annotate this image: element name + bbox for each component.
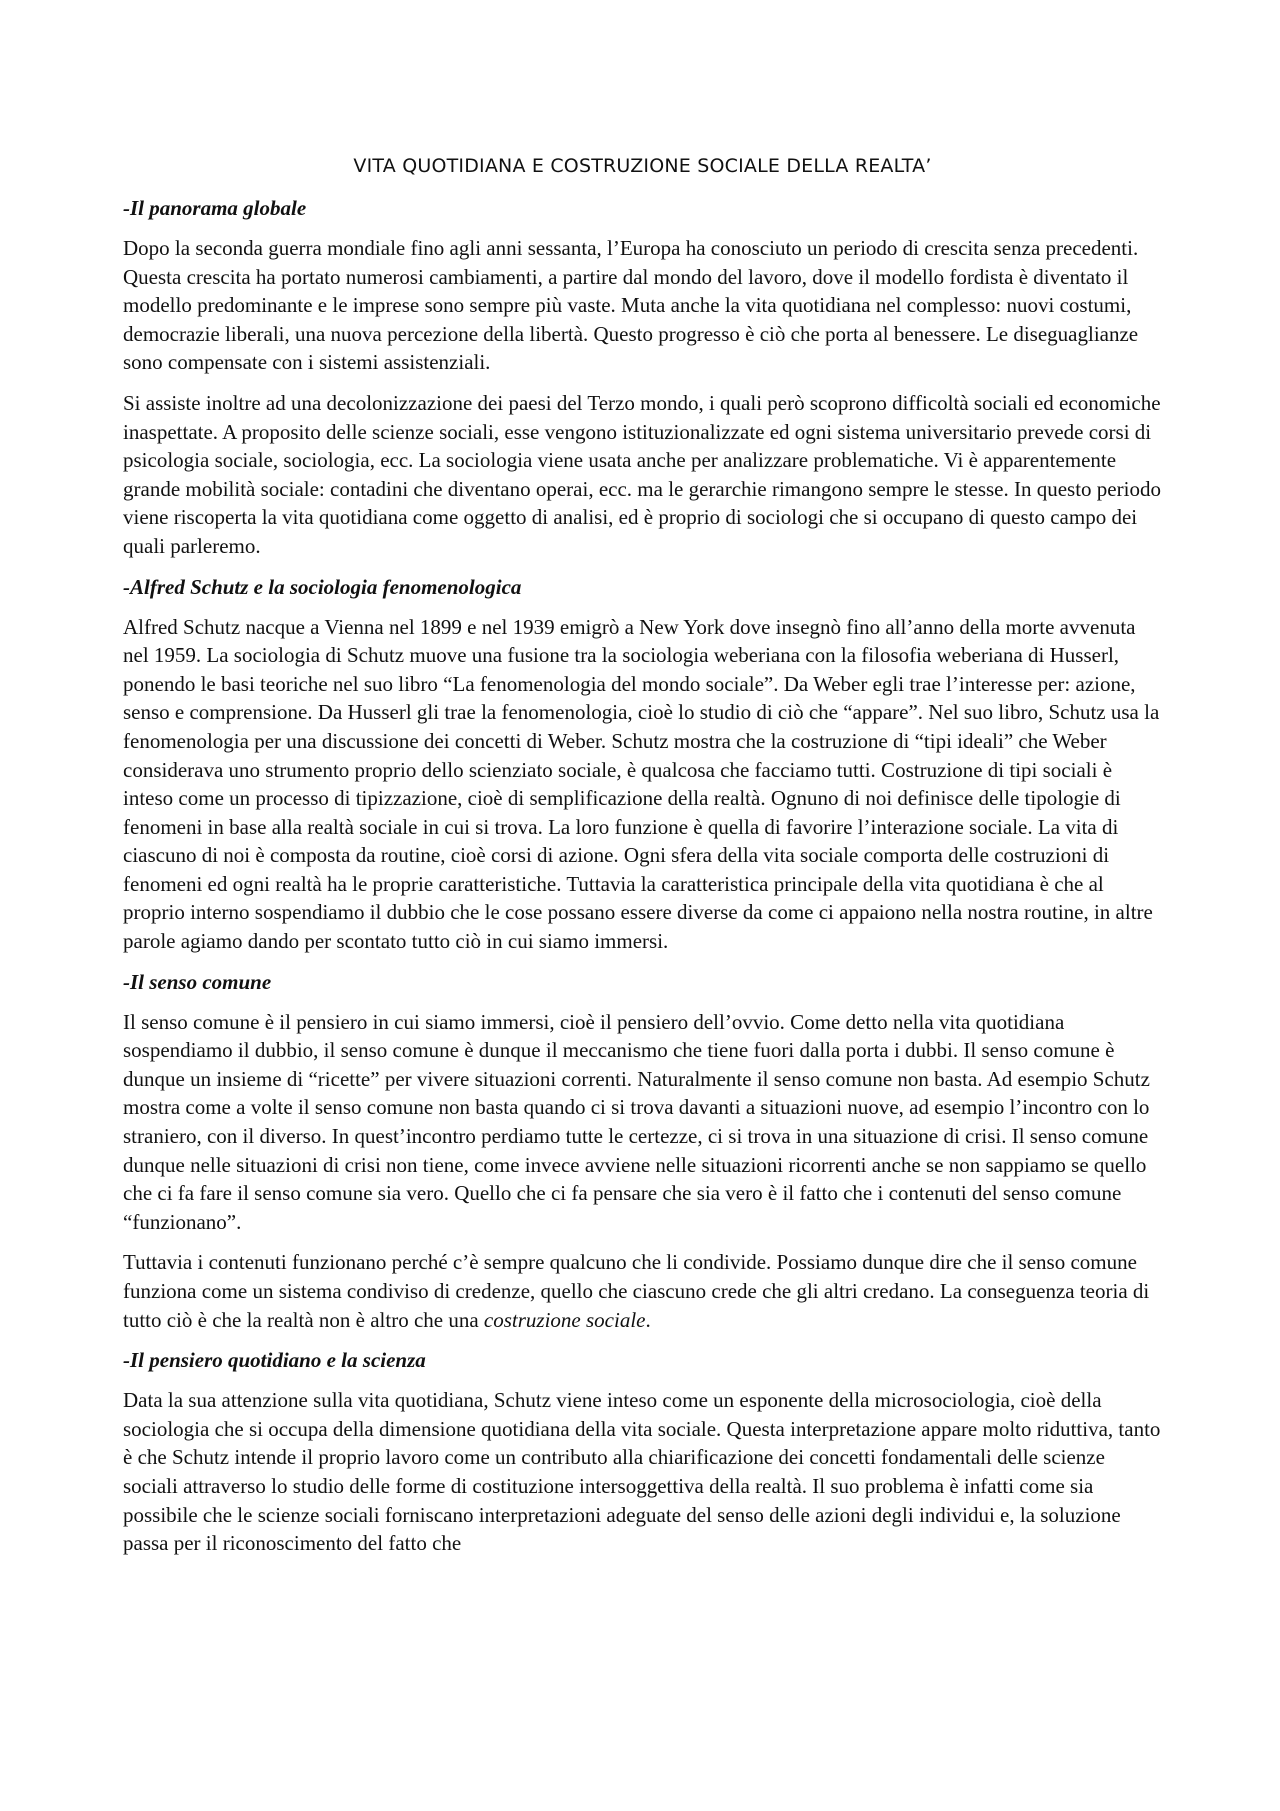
- paragraph-tail: .: [645, 1307, 651, 1332]
- section-heading-senso-comune: -Il senso comune: [123, 969, 272, 994]
- paragraph: Si assiste inoltre ad una decolonizzazione dei paesi del Terzo mondo, i quali però scoprono difficoltà sociali ed economiche inaspettate. A proposito delle scienze sociali, esse vengono istituzionalizzate ed ogni sistema universitario prevede corsi di psicologia sociale, sociologia, ecc. La sociologia viene usata anche per analizzare problematiche. Vi è apparentemente grande mobilità sociale: contadini che diventano operai, ecc. ma le gerarchie rimangono sempre le stesse. In questo periodo viene riscoperta la vita quotidiana come oggetto di analisi, ed è proprio di sociologi che si occupano di questo campo dei quali parleremo.: [123, 390, 1161, 558]
- paragraph: Data la sua attenzione sulla vita quotidiana, Schutz viene inteso come un esponente della microsociologia, cioè della sociologia che si occupa della dimensione quotidiana della vita sociale. Questa interpretazione appare molto riduttiva, tanto è che Schutz intende il proprio lavoro come un contributo alla chiarificazione dei concetti fondamentali delle scienze sociali attraverso lo studio delle forme di costituzione intersoggettiva della realtà. Il suo problema è infatti come sia possibile che le scienze sociali forniscano interpretazioni adeguate del senso delle azioni degli individui e, la soluzione passa per il riconoscimento del fatto che: [123, 1388, 1161, 1556]
- paragraph: Alfred Schutz nacque a Vienna nel 1899 e nel 1939 emigrò a New York dove insegnò fino all’anno della morte avvenuta nel 1959. La sociologia di Schutz muove una fusione tra la sociologia weberiana con la filosofia weberiana di Husserl, ponendo le basi teoriche nel suo libro “La fenomenologia del mondo sociale”. Da Weber egli trae l’interesse per: azione, senso e comprensione. Da Husserl gli trae la fenomenologia, cioè lo studio di ciò che “appare”. Nel suo libro, Schutz usa la fenomenologia per una discussione dei concetti di Weber. Schutz mostra che la costruzione di “tipi ideali” che Weber considerava uno strumento proprio dello scienziato sociale, è qualcosa che facciamo tutti. Costruzione di tipi sociali è inteso come un processo di tipizzazione, cioè di semplificazione della realtà. Ognuno di noi definisce delle tipologie di fenomeni in base alla realtà sociale in cui si trova. La loro funzione è quella di favorire l’interazione sociale. La vita di ciascuno di noi è composta da routine, cioè corsi di azione. Ogni sfera della vita sociale comporta delle costruzioni di fenomeni ed ogni realtà ha le proprie caratteristiche. Tuttavia la caratteristica principale della vita quotidiana è che al proprio interno sospendiamo il dubbio che le cose possano essere diverse da come ci appaiono nella nostra routine, in altre parole agiamo dando per scontato tutto ciò in cui siamo immersi.: [123, 614, 1160, 954]
- paragraph-text: Tuttavia i contenuti funzionano perché c’è sempre qualcuno che li condivide. Possiamo dunque dire che il senso comune funziona come un sistema condiviso di credenze, quello che ciascuno crede che gli altri credano. La conseguenza teoria di tutto ciò è che la realtà non è altro che una: [123, 1250, 1150, 1332]
- emphasis-text: costruzione sociale: [483, 1307, 646, 1332]
- section-heading-panorama: -Il panorama globale: [123, 196, 307, 220]
- paragraph: Dopo la seconda guerra mondiale fino agli anni sessanta, l’Europa ha conosciuto un periodo di crescita senza precedenti. Questa crescita ha portato numerosi cambiamenti, a partire dal mondo del lavoro, dove il modello fordista è diventato il modello predominante e le imprese sono sempre più vaste. Muta anche la vita quotidiana nel complesso: nuovi costumi, democrazie liberali, una nuova percezione della libertà. Questo progresso è ciò che porta al benessere. Le diseguaglianze sono compensate con i sistemi assistenziali.: [123, 236, 1139, 375]
- paragraph-with-emphasis: [123, 1248, 1162, 1334]
- paragraph: Il senso comune è il pensiero in cui siamo immersi, cioè il pensiero dell’ovvio. Come detto nella vita quotidiana sospendiamo il dubbio, il senso comune è dunque il meccanismo che tiene fuori dalla porta i dubbi. Il senso comune è dunque un insieme di “ricette” per vivere situazioni correnti. Naturalmente il senso comune non basta. Ad esempio Schutz mostra come a volte il senso comune non basta quando ci si trova davanti a situazioni nuove, ad esempio l’incontro con lo straniero, con il diverso. In quest’incontro perdiamo tutte le certezze, ci si trova in una situazione di crisi. Il senso comune dunque nelle situazioni di crisi non tiene, come invece avviene nelle situazioni ricorrenti anche se non sappiamo se quello che ci fa fare il senso comune sia vero. Quello che ci fa pensare che sia vero è il fatto che i contenuti del senso comune “funzionano”.: [123, 1009, 1150, 1234]
- section-heading-pensiero-quotidiano: -Il pensiero quotidiano e la scienza: [123, 1348, 426, 1373]
- page-title: VITA QUOTIDIANA E COSTRUZIONE SOCIALE DELLA REALTA’: [353, 155, 932, 177]
- section-heading-schutz: -Alfred Schutz e la sociologia fenomenologica: [123, 574, 522, 599]
